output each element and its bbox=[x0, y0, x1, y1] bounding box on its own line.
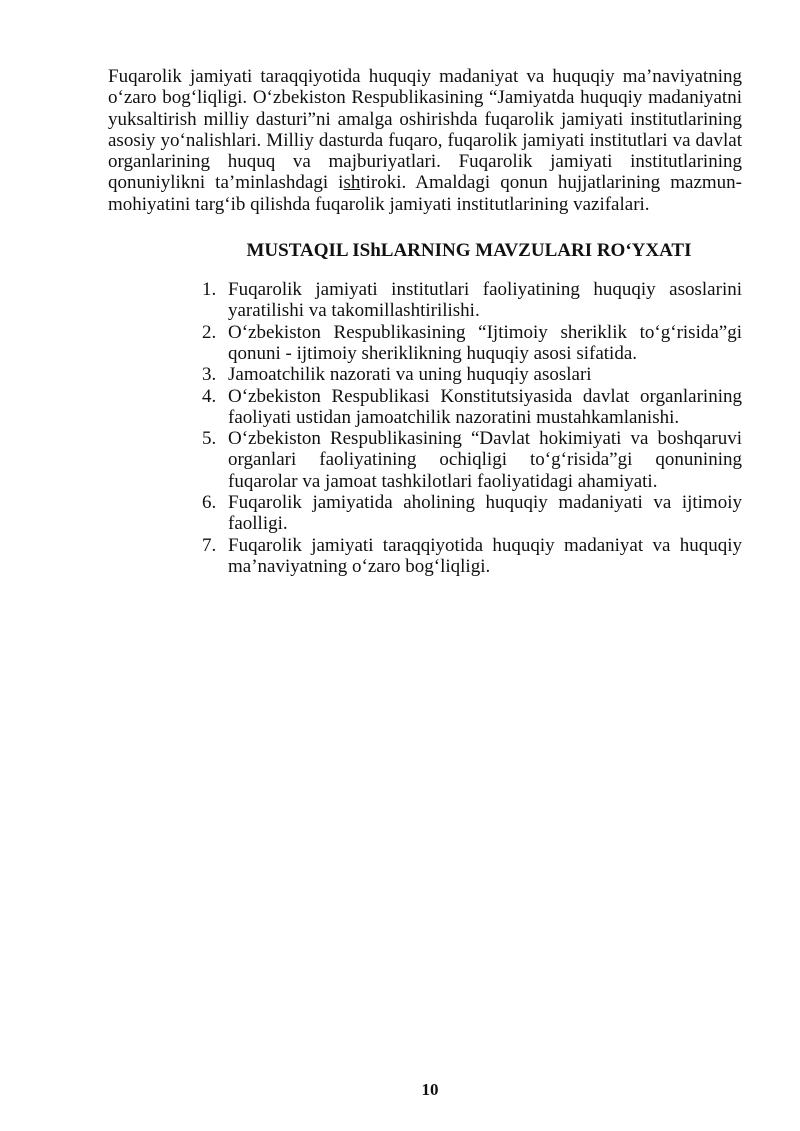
topic-number: 7. bbox=[202, 534, 217, 556]
topic-item-2 bbox=[202, 322, 742, 365]
intro-text-underlined: sh bbox=[343, 172, 361, 194]
topic-text: O‘zbekiston Respublikasining “Davlat hokimiyati va boshqaruvi organlari faoliyatining ochiqligi to‘g‘risida”gi qonunining fuqarolar va jamoat tashkilotlari faoliyatidagi ahamiyati. bbox=[228, 428, 742, 492]
topic-number: 6. bbox=[202, 492, 217, 514]
topic-text: Fuqarolik jamiyati institutlari faoliyatining huquqiy asoslarini yaratilishi va takomillashtirilishi. bbox=[228, 279, 742, 322]
topic-number: 4. bbox=[202, 385, 217, 407]
topic-item-6 bbox=[202, 492, 742, 535]
topic-text: O‘zbekiston Respublikasi Konstitutsiyasida davlat organlarining faoliyati ustidan jamoatchilik nazoratini mustahkamlanishi. bbox=[228, 385, 742, 428]
topic-number: 1. bbox=[202, 279, 217, 301]
intro-text-part1: Fuqarolik jamiyati taraqqiyotida huquqiy madaniyat va huquqiy ma’naviyatning o‘zaro bog‘liqligi. O‘zbekiston Respublikasining “Jamiyatda huquqiy madaniyatni yuksaltirish milliy dasturi”ni amalga oshirishda fuqarolik jamiyati institutlarining asosiy yo‘nalishlari. Milliy dasturda fuqaro, fuqarolik jamiyati institutlari va davlat organlarining huquq va majburiyatlari. Fuqarolik jamiyati institutlarining qonuniylikni ta’minlashdagi i bbox=[108, 66, 742, 194]
topic-number: 5. bbox=[202, 428, 217, 450]
topic-item-4 bbox=[202, 386, 742, 429]
intro-paragraph bbox=[108, 66, 742, 215]
intro-text-part2: tiroki. Amaldagi qonun hujjatlarining mazmun-mohiyatini targ‘ib qilishda fuqarolik jamiyati institutlarining vazifalari. bbox=[108, 172, 742, 215]
topic-text: O‘zbekiston Respublikasining “Ijtimoiy sheriklik to‘g‘risida”gi qonuni - ijtimoiy sheriklikning huquqiy asosi sifatida. bbox=[228, 321, 742, 364]
section-heading: MUSTAQIL IShLARNING MAVZULARI RO‘YXATI bbox=[246, 240, 692, 262]
topic-number: 2. bbox=[202, 321, 217, 343]
page-number: 10 bbox=[421, 1080, 439, 1099]
topic-text: Jamoatchilik nazorati va uning huquqiy asoslari bbox=[228, 364, 592, 386]
topic-item-5 bbox=[202, 428, 742, 492]
topic-number: 3. bbox=[202, 364, 217, 386]
topic-item-3 bbox=[202, 364, 742, 385]
topic-text: Fuqarolik jamiyati taraqqiyotida huquqiy madaniyat va huquqiy ma’naviyatning o‘zaro bog‘liqligi. bbox=[228, 534, 742, 577]
page-content bbox=[108, 66, 742, 577]
topic-item-7 bbox=[202, 535, 742, 578]
topic-item-1 bbox=[202, 279, 742, 322]
topics-list bbox=[108, 279, 742, 577]
topic-text: Fuqarolik jamiyatida aholining huquqiy madaniyati va ijtimoiy faolligi. bbox=[228, 492, 742, 535]
